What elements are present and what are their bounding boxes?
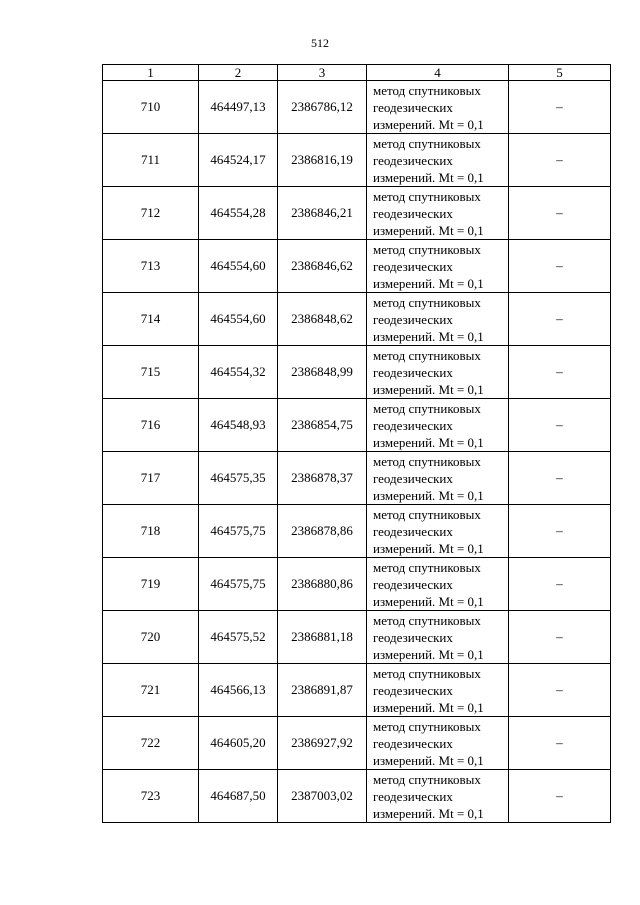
method-cell: метод спутниковых геодезических измерений. Mt = 0,1 (367, 664, 509, 717)
table-row (103, 611, 611, 664)
y-coordinate-cell: 2386880,86 (278, 558, 367, 611)
x-coordinate-cell: 464575,52 (199, 611, 278, 664)
coordinates-table (102, 64, 611, 823)
table-row (103, 399, 611, 452)
point-number-cell: 713 (103, 240, 199, 293)
x-coordinate-cell: 464566,13 (199, 664, 278, 717)
x-coordinate-cell: 464497,13 (199, 81, 278, 134)
note-cell: – (509, 293, 611, 346)
table-row (103, 240, 611, 293)
x-coordinate-cell: 464554,60 (199, 240, 278, 293)
y-coordinate-cell: 2386878,86 (278, 505, 367, 558)
x-coordinate-cell: 464687,50 (199, 770, 278, 823)
table-row (103, 81, 611, 134)
point-number-cell: 717 (103, 452, 199, 505)
y-coordinate-cell: 2386927,92 (278, 717, 367, 770)
table-row (103, 187, 611, 240)
y-coordinate-cell: 2386878,37 (278, 452, 367, 505)
method-cell: метод спутниковых геодезических измерений. Mt = 0,1 (367, 187, 509, 240)
note-cell: – (509, 558, 611, 611)
y-coordinate-cell: 2386848,62 (278, 293, 367, 346)
point-number-cell: 710 (103, 81, 199, 134)
point-number-cell: 721 (103, 664, 199, 717)
x-coordinate-cell: 464524,17 (199, 134, 278, 187)
point-number-cell: 718 (103, 505, 199, 558)
x-coordinate-cell: 464575,75 (199, 505, 278, 558)
column-header: 4 (367, 65, 509, 81)
note-cell: – (509, 505, 611, 558)
x-coordinate-cell: 464575,35 (199, 452, 278, 505)
point-number-cell: 711 (103, 134, 199, 187)
point-number-cell: 720 (103, 611, 199, 664)
note-cell: – (509, 187, 611, 240)
x-coordinate-cell: 464554,28 (199, 187, 278, 240)
x-coordinate-cell: 464605,20 (199, 717, 278, 770)
point-number-cell: 715 (103, 346, 199, 399)
x-coordinate-cell: 464548,93 (199, 399, 278, 452)
table-row (103, 293, 611, 346)
y-coordinate-cell: 2386786,12 (278, 81, 367, 134)
method-cell: метод спутниковых геодезических измерений. Mt = 0,1 (367, 452, 509, 505)
method-cell: метод спутниковых геодезических измерений. Mt = 0,1 (367, 770, 509, 823)
x-coordinate-cell: 464554,60 (199, 293, 278, 346)
method-cell: метод спутниковых геодезических измерений. Mt = 0,1 (367, 558, 509, 611)
table-header-row (103, 65, 611, 81)
method-cell: метод спутниковых геодезических измерений. Mt = 0,1 (367, 717, 509, 770)
note-cell: – (509, 134, 611, 187)
table-row (103, 346, 611, 399)
table-row (103, 717, 611, 770)
method-cell: метод спутниковых геодезических измерений. Mt = 0,1 (367, 240, 509, 293)
table-row (103, 134, 611, 187)
point-number-cell: 722 (103, 717, 199, 770)
note-cell: – (509, 452, 611, 505)
column-header: 3 (278, 65, 367, 81)
y-coordinate-cell: 2386848,99 (278, 346, 367, 399)
column-header: 2 (199, 65, 278, 81)
table-body (103, 81, 611, 823)
point-number-cell: 716 (103, 399, 199, 452)
note-cell: – (509, 664, 611, 717)
note-cell: – (509, 770, 611, 823)
column-header: 5 (509, 65, 611, 81)
note-cell: – (509, 717, 611, 770)
y-coordinate-cell: 2386891,87 (278, 664, 367, 717)
method-cell: метод спутниковых геодезических измерений. Mt = 0,1 (367, 81, 509, 134)
point-number-cell: 719 (103, 558, 199, 611)
point-number-cell: 714 (103, 293, 199, 346)
method-cell: метод спутниковых геодезических измерений. Mt = 0,1 (367, 505, 509, 558)
note-cell: – (509, 240, 611, 293)
table-row (103, 558, 611, 611)
method-cell: метод спутниковых геодезических измерений. Mt = 0,1 (367, 399, 509, 452)
table-row (103, 505, 611, 558)
column-header: 1 (103, 65, 199, 81)
method-cell: метод спутниковых геодезических измерений. Mt = 0,1 (367, 134, 509, 187)
table-row (103, 770, 611, 823)
method-cell: метод спутниковых геодезических измерений. Mt = 0,1 (367, 293, 509, 346)
table-row (103, 664, 611, 717)
x-coordinate-cell: 464575,75 (199, 558, 278, 611)
y-coordinate-cell: 2387003,02 (278, 770, 367, 823)
note-cell: – (509, 346, 611, 399)
note-cell: – (509, 399, 611, 452)
point-number-cell: 712 (103, 187, 199, 240)
y-coordinate-cell: 2386846,21 (278, 187, 367, 240)
y-coordinate-cell: 2386816,19 (278, 134, 367, 187)
point-number-cell: 723 (103, 770, 199, 823)
y-coordinate-cell: 2386881,18 (278, 611, 367, 664)
method-cell: метод спутниковых геодезических измерений. Mt = 0,1 (367, 611, 509, 664)
y-coordinate-cell: 2386846,62 (278, 240, 367, 293)
table-row (103, 452, 611, 505)
note-cell: – (509, 81, 611, 134)
note-cell: – (509, 611, 611, 664)
method-cell: метод спутниковых геодезических измерений. Mt = 0,1 (367, 346, 509, 399)
x-coordinate-cell: 464554,32 (199, 346, 278, 399)
page-number: 512 (311, 36, 329, 50)
y-coordinate-cell: 2386854,75 (278, 399, 367, 452)
